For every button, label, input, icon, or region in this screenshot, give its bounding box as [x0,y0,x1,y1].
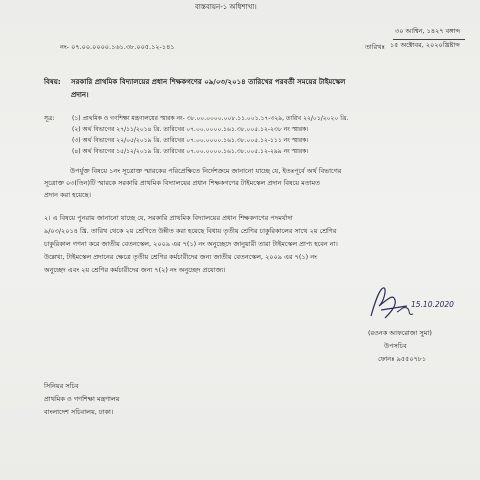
subject-label: বিষয়: [44,78,61,86]
section-name: বাস্তবায়ন-১ অধিশাখা। [195,3,257,11]
reference-item: (৩) অর্থ বিভাগের ২২/০৫/২০১৯ খ্রি. তারিখের ০৭.০০.০০০০.১৬১.৩৮.০০৫.১২-১১১ নং স্মারক। [72,137,309,144]
reference-item: (১) প্রাথমিক ও গণশিক্ষা মন্ত্রণালয়ের স্মারক নং- ৩৮.০০.০০০০.০০৮.১১.০০১.১৭-৩২৯, তারিখ ২২/০১/২০২০ খ্রি. [72,115,349,122]
recipient-line: প্রাথমিক ও গণশিক্ষা মন্ত্রণালয় [44,395,120,403]
para1-line: উপর্যুক্ত বিষয়ে ১নং সূত্রোক্ত স্মারকের পরিপ্রেক্ষিতে নির্দেশক্রমে জানানো যাচ্ছে যে, ইতঃপূর্বে অর্থ বিভাগের [70,167,342,175]
para2-line: অনুচ্ছেদ এবং ২য় শ্রেণির কর্মচারীদের জন্য ৭(২) নং অনুচ্ছেদ প্রযোজ্য। [44,266,226,274]
date-divider [393,39,465,40]
reference-item: (২) অর্থ বিভাগের ২৭/১১/২০১৪ খ্রি. তারিখের ০৭.০০.০০০০.১৬১.৩৮.০০৫.১২-২৩৮ নং স্মারক। [72,126,309,133]
recipient-line: বাংলাদেশ সচিবালয়, ঢাকা। [44,408,114,416]
para2-line: চাকুরিকাল গণনা করে জাতীয় বেতনস্কেল, ২০০৯ এর ৭(১) নং অনুচ্ছেদে জানুয়ারী তারা টাইমস্কেল প্রাপ্য হবেন না। [44,240,338,248]
subject-line-2: প্রদান। [71,91,89,99]
signature-date: 15.10.2020 [411,300,454,309]
signatory-name: (রওনক আফরোজা সুমা) [368,329,432,337]
reference-label: সূত্র: [44,115,55,122]
recipient-line: সিনিয়র সচিব [44,382,79,390]
date-english: ১৫ অক্টোবর, ২০২০খ্রিষ্টাব্দ [390,41,460,49]
para2-line: ২। এ বিষয়ে পুনরায় জানানো যাচ্ছে যে, সরকারি প্রাথমিক বিদ্যালয়ের প্রধান শিক্ষকগণের পদমর্যাদা [44,214,293,222]
memo-number: নং- ০৭.০০.০০০০.১৬১.৩৮.০০৫.১২-১৪১ [60,43,175,51]
signature-image [367,280,467,328]
date-bangla: ৩০ আশ্বিন, ১৪২৭ বঙ্গাব্দ [395,27,461,35]
signatory-phone: ফোনঃ ৯৫৫০৭৮১ [378,355,427,363]
date-label: তারিখঃ [365,43,385,51]
signatory-designation: উপসচিব [384,342,407,350]
reference-item: (৪) অর্থ বিভাগের ১৫/১২/২০১৯ খ্রি. তারিখের ০৭.০০.০০০০.১৬১.৩৮.০০৫.১২-২৯৯ নং স্মারক। [72,148,309,155]
para1-line: সূত্রোক্ত ০৩(তিন)টি স্মারকে সরকারি প্রাথমিক বিদ্যালয়ের প্রধান শিক্ষকগণের টাইমস্কেল প্রদান বিষয়ে মতামত [44,179,320,187]
para2-line: ৯/০৩/২০১৪ খ্রি. তারিখ থেকে ২য় শ্রেণিতে উন্নীত করা হয়েছে বিধায় তৃতীয় শ্রেণির চাকুরিকালের সাথে ২য় শ্রেণির [44,227,337,235]
para1-line: প্রদান করা হয়েছে। [44,191,91,199]
subject-line-1: সরকারি প্রাথমিক বিদ্যালয়ের প্রধান শিক্ষকগণের ০৯/০৩/২০১৪ তারিখের পরবর্তী সময়ের টাইমস্কেল [71,78,346,86]
para2-line: উল্লেখ্য, টাইমস্কেল প্রদানের ক্ষেত্রে তৃতীয় শ্রেণির কর্মচারীদের জন্য জাতীয় বেতনস্কেল, ২০০৯ এর ৭(১) নং [44,253,317,261]
